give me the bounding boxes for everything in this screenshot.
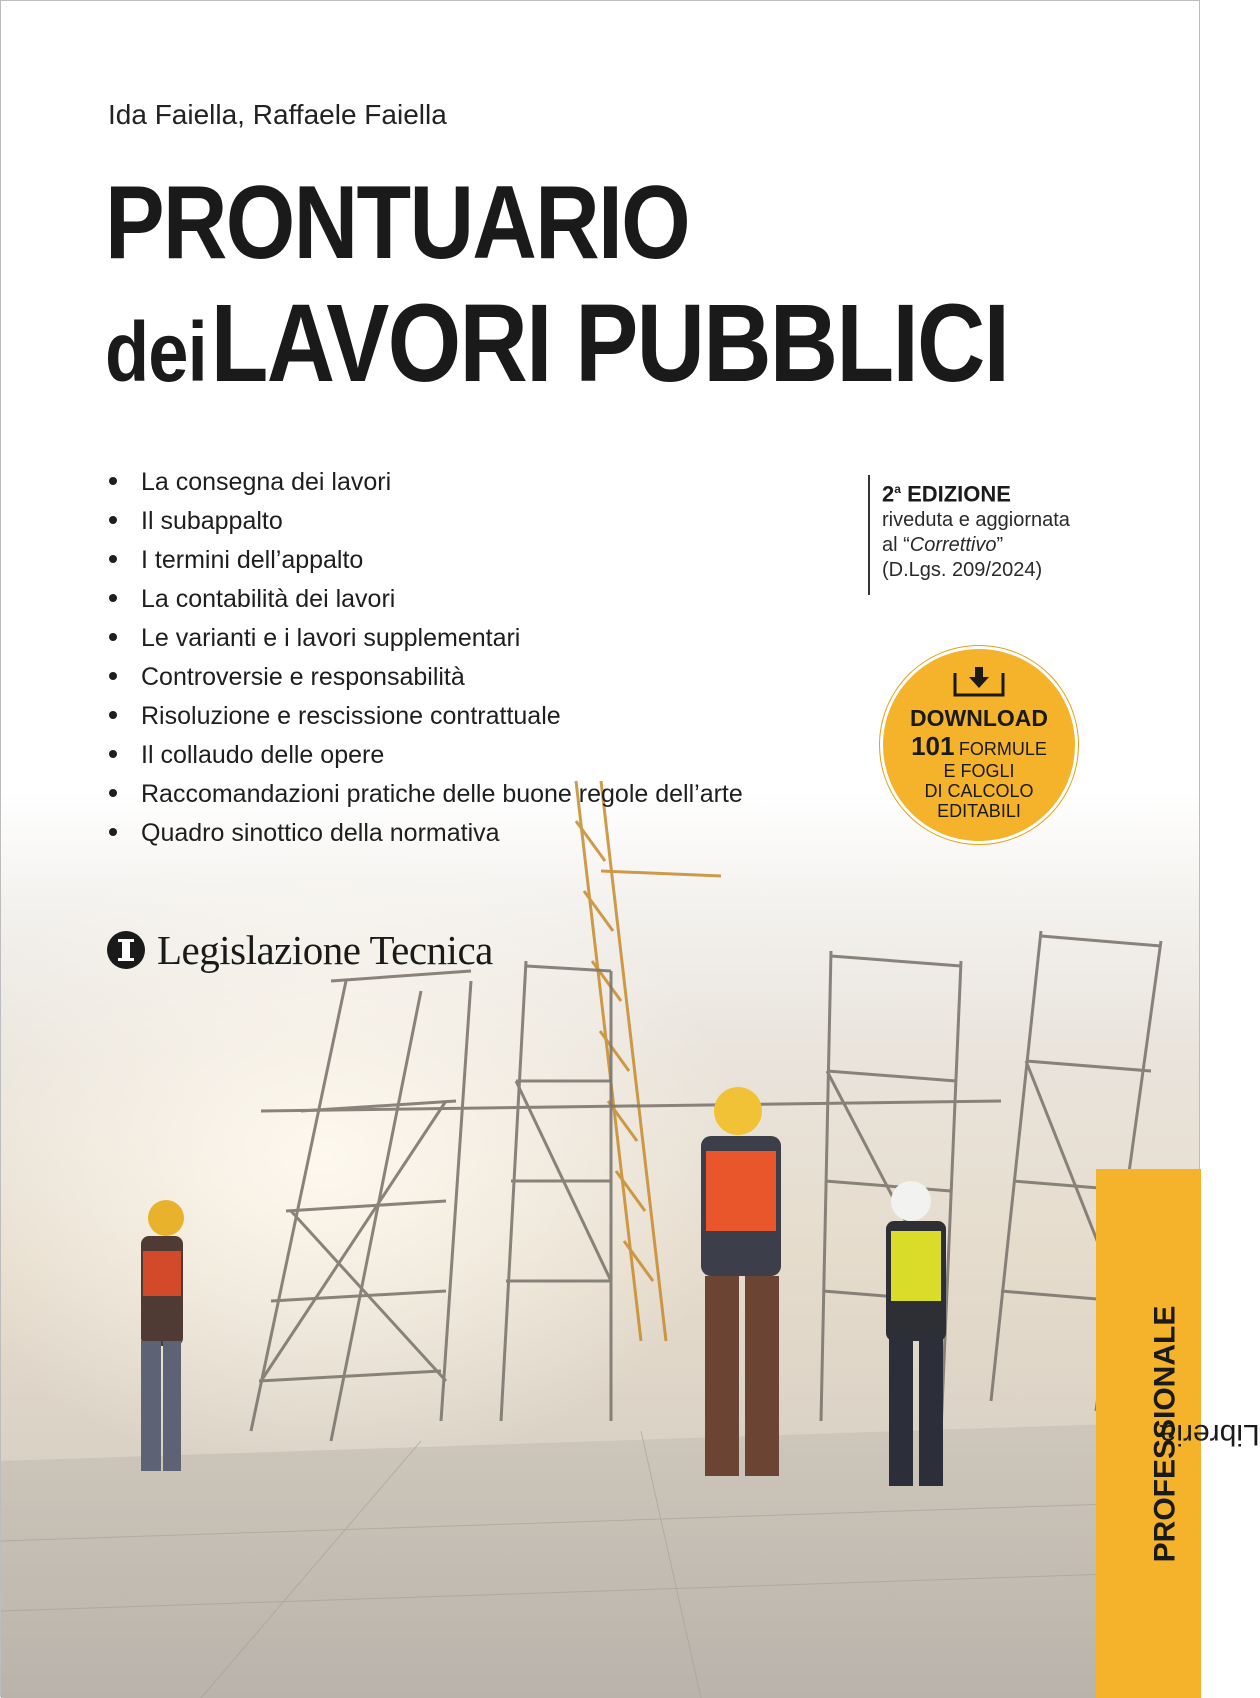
legislazione-tecnica-logo [107,931,145,969]
topics-list [109,463,743,853]
bullet-icon [109,516,117,524]
topic-item: La contabilità dei lavori [109,580,743,619]
edition-info [868,475,1070,595]
bullet-icon [109,828,117,836]
series-name: PROFESSIONALE [1148,1305,1182,1562]
topic-item: Controversie e responsabilità [109,658,743,697]
title-line2 [105,282,1009,405]
bullet-icon [109,672,117,680]
badge-line1: FORMULE [958,739,1047,759]
topic-item: La consegna dei lavori [109,463,743,502]
badge-line2: E FOGLI [943,761,1015,781]
series-prefix: Libreria [1159,1417,1260,1451]
bullet-icon [109,711,117,719]
topic-item: Il subappalto [109,502,743,541]
badge-line3: DI CALCOLO [924,781,1034,801]
cover-photo [1,781,1201,1698]
badge-count: 101 [911,731,955,761]
topic-item: Risoluzione e rescissione contrattuale [109,697,743,736]
topic-item: Raccomandazioni pratiche delle buone regole dell’arte [109,775,743,814]
series-label [1096,1169,1260,1698]
edition-line3: (D.Lgs. 209/2024) [882,559,1043,582]
publisher [107,926,493,974]
topic-item: I termini dell’appalto [109,541,743,580]
bullet-icon [109,633,117,641]
bullet-icon [109,750,117,758]
download-badge [883,649,1075,841]
edition-line2: al “Correttivo” [882,534,1004,557]
badge-title: DOWNLOAD [910,705,1048,731]
bullet-icon [109,477,117,485]
topic-item: Quadro sinottico della normativa [109,814,743,853]
title-line1: PRONTUARIO [105,165,690,281]
download-icon [953,667,1005,697]
title-line2-big: LAVORI PUBBLICI [210,282,1009,405]
badge-count-row [883,731,1075,762]
topic-item: Il collaudo delle opere [109,736,743,775]
edition-title: 2$^a$ EDIZIONE [882,481,1011,507]
title-line2-small: dei [105,305,207,399]
edition-line1: riveduta e aggiornata [882,509,1070,532]
book-title [105,165,1155,405]
badge-line4: EDITABILI [937,801,1021,821]
authors: Ida Faiella, Raffaele Faiella [108,99,447,130]
bullet-icon [109,789,117,797]
topic-item: Le varianti e i lavori supplementari [109,619,743,658]
bullet-icon [109,555,117,563]
publisher-name: Legislazione Tecnica [157,927,493,973]
bullet-icon [109,594,117,602]
